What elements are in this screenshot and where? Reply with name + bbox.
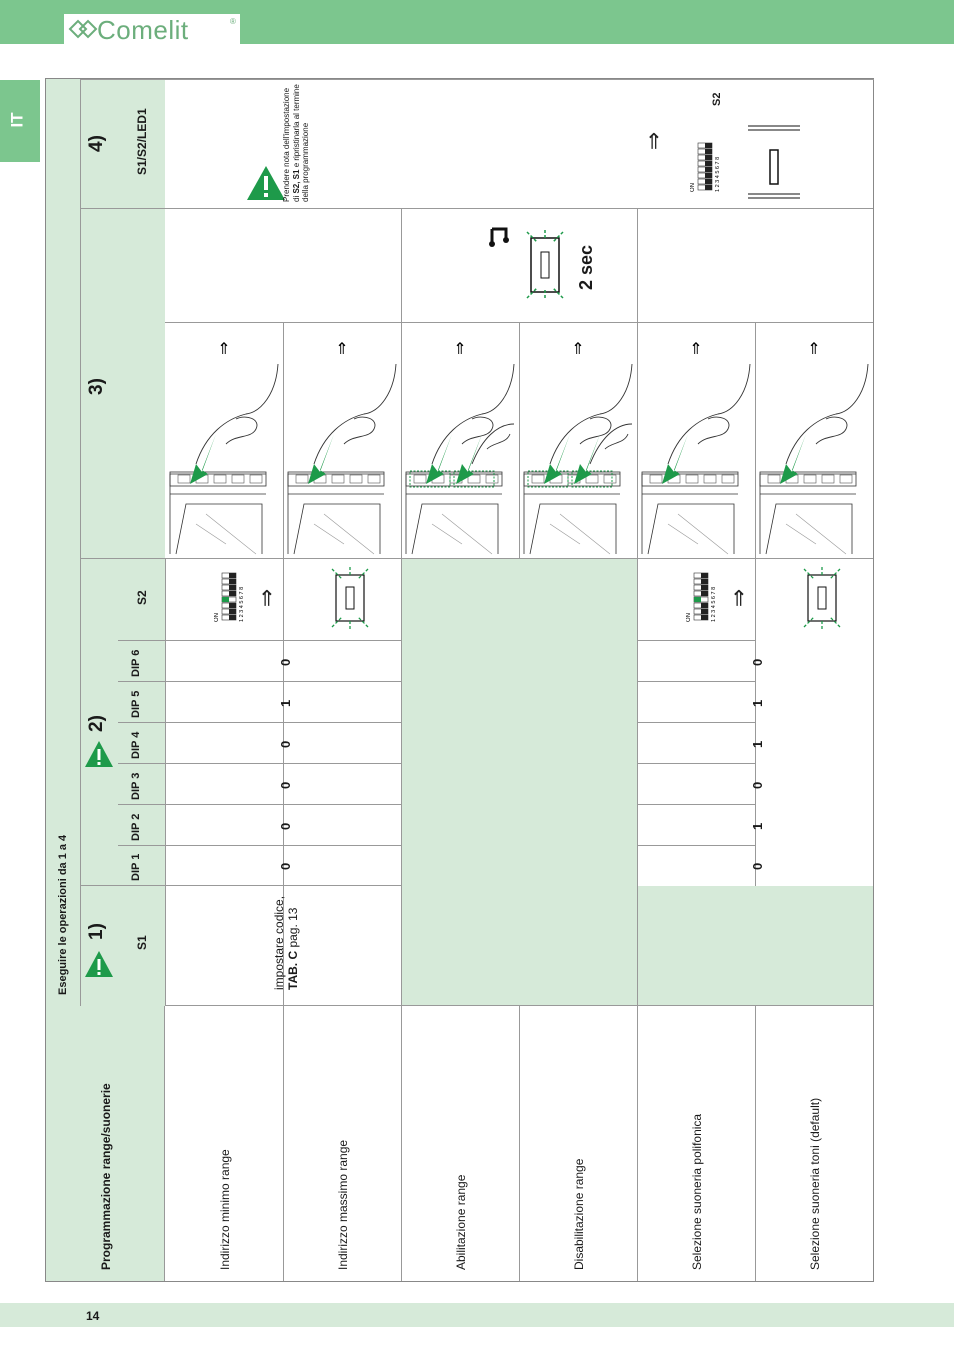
dip-3-header: DIP 3 [130,772,142,800]
step-4-label: 4) [86,135,107,152]
svg-text:ON: ON [690,183,696,192]
intro-text: Eseguire le operazioni da 1 a 4 [57,834,69,995]
dip-value: 0 [750,862,765,870]
dip-value: 1 [750,699,765,707]
press-button-illustration [166,324,282,556]
svg-text:⇑: ⇑ [689,339,703,358]
warning-icon [84,740,114,768]
col-s2-header: S2 [135,590,149,605]
svg-text:⇑: ⇑ [571,339,585,358]
dip-value: 1 [750,822,765,830]
svg-text:ON: ON [686,613,692,622]
arrow-icon: ⇐ [642,131,668,151]
led-blink-icon [330,567,370,629]
warning-icon [246,165,286,201]
svg-text:⇑: ⇑ [335,339,349,358]
table-title: Programmazione range/suonerie [99,1083,113,1270]
step-1-label: 1) [86,923,107,940]
dip-value: 0 [278,658,293,666]
dip-value: 0 [278,781,293,789]
col-s4-header: S1/S2/LED1 [135,108,149,175]
dip-value: 0 [750,781,765,789]
press-button-illustration [402,324,518,556]
row-label: Disabilitazione range [572,1158,586,1270]
press-button-illustration [756,324,872,556]
dip-value: 0 [278,822,293,830]
arrow-icon: ⇐ [255,588,281,608]
svg-text:ON: ON [214,613,220,622]
beep-icon [488,225,514,249]
dip-2-header: DIP 2 [130,813,142,841]
brand-reg: ® [230,17,236,26]
row-label: Indirizzo minimo range [218,1149,232,1270]
dip-switch-icon [214,570,248,626]
svg-text:1 2 3 4 5 6 7 8: 1 2 3 4 5 6 7 8 [711,586,717,622]
warning-icon [84,950,114,978]
press-button-illustration [638,324,754,556]
step-3-label: 3) [86,378,107,395]
page-number: 14 [86,1309,100,1323]
led-blink-icon [525,230,565,300]
brand-name: Comelit [97,15,189,45]
na-block [402,559,637,1005]
step-2-label: 2) [86,715,107,732]
step4-note: Prendere nota dell'impostazione di S2, S1 e ripristinarla al termine della programmazione [282,84,310,202]
dip-switch-icon [686,570,720,626]
dip-1-header: DIP 1 [130,853,142,881]
svg-text:⇑: ⇑ [217,339,231,358]
svg-text:1 2 3 4 5 6 7 8: 1 2 3 4 5 6 7 8 [715,156,721,192]
s1-note: impostare codice, TAB. C pag. 13 [272,895,300,990]
dip-value: 0 [278,740,293,748]
comelit-logo-icon [68,17,98,41]
led-blink-icon [802,567,842,629]
svg-text:⇑: ⇑ [807,339,821,358]
s2-label: S2 [711,92,723,106]
press-button-illustration [284,324,400,556]
na-block [638,886,873,1005]
dip-4-header: DIP 4 [130,731,142,759]
col-s1-header: S1 [135,935,149,950]
dip-6-header: DIP 6 [130,649,142,677]
row-label: Indirizzo massimo range [336,1139,350,1270]
press-button-illustration [520,324,636,556]
footer-bar [0,1303,954,1327]
arrow-icon: ⇐ [727,588,753,608]
row-label: Selezione suoneria toni (default) [808,1097,822,1270]
dip-value: 0 [278,862,293,870]
led-icon [748,122,804,202]
svg-text:1 2 3 4 5 6 7 8: 1 2 3 4 5 6 7 8 [239,586,245,622]
row-label: Abilitazione range [454,1174,468,1270]
language-tab: IT [0,80,40,162]
svg-text:⇑: ⇑ [453,339,467,358]
row-label: Selezione suoneria polifonica [690,1113,704,1270]
dip-value: 1 [278,699,293,707]
dip-switch-icon [690,140,724,196]
dip-value: 0 [750,658,765,666]
dip-5-header: DIP 5 [130,690,142,718]
dip-value: 1 [750,740,765,748]
two-sec-label: 2 sec [576,244,596,290]
